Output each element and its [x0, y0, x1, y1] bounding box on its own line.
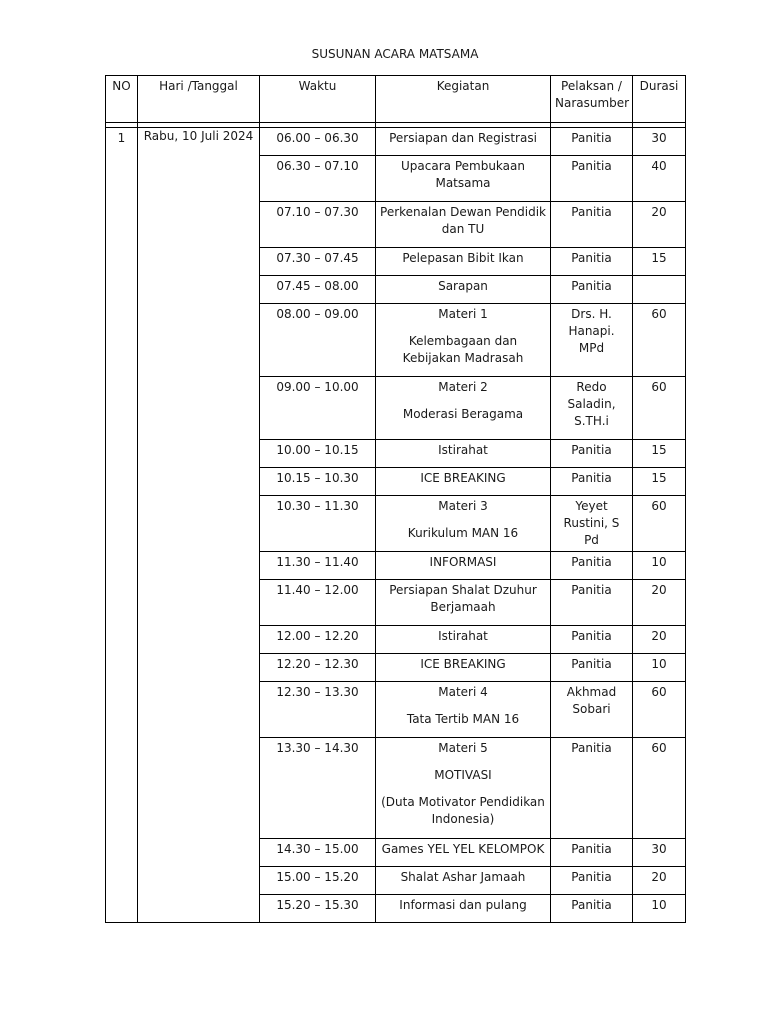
speaker-cell: Panitia — [551, 440, 633, 468]
time-cell: 11.30 – 11.40 — [260, 552, 376, 580]
time-cell: 08.00 – 09.00 — [260, 304, 376, 377]
speaker-cell: Panitia — [551, 867, 633, 895]
speaker-cell: Panitia — [551, 248, 633, 276]
speaker-cell: Panitia — [551, 580, 633, 626]
activity-cell — [376, 496, 551, 552]
time-cell: 12.20 – 12.30 — [260, 654, 376, 682]
activity-text: ICE BREAKING — [420, 471, 506, 485]
time-cell: 10.15 – 10.30 — [260, 468, 376, 496]
speaker-cell: Panitia — [551, 468, 633, 496]
time-cell: 12.00 – 12.20 — [260, 626, 376, 654]
header-duration: Durasi — [633, 76, 686, 123]
activity-text: Materi 3 — [438, 499, 488, 513]
speaker-cell: Yeyet Rustini, S Pd — [551, 496, 633, 552]
activity-cell — [376, 626, 551, 654]
activity-cell — [376, 377, 551, 440]
table-row — [106, 128, 686, 156]
duration-cell: 20 — [633, 867, 686, 895]
duration-cell: 10 — [633, 895, 686, 923]
duration-cell: 30 — [633, 839, 686, 867]
activity-cell — [376, 867, 551, 895]
speaker-cell: Panitia — [551, 839, 633, 867]
speaker-cell: Redo Saladin, S.TH.i — [551, 377, 633, 440]
activity-text: Materi 1 — [438, 307, 488, 321]
time-cell: 10.30 – 11.30 — [260, 496, 376, 552]
activity-text: Pelepasan Bibit Ikan — [402, 251, 524, 265]
time-cell: 14.30 – 15.00 — [260, 839, 376, 867]
speaker-cell: Akhmad Sobari — [551, 682, 633, 738]
time-cell: 06.30 – 07.10 — [260, 156, 376, 202]
activity-text: MOTIVASI — [434, 768, 492, 782]
activity-text: Sarapan — [438, 279, 488, 293]
time-cell: 12.30 – 13.30 — [260, 682, 376, 738]
activity-text: Shalat Ashar Jamaah — [400, 870, 526, 884]
time-cell: 13.30 – 14.30 — [260, 738, 376, 839]
activity-text: Upacara Pembukaan Matsama — [401, 159, 525, 190]
duration-cell: 60 — [633, 377, 686, 440]
header-day: Hari /Tanggal — [138, 76, 260, 123]
activity-text: Kurikulum MAN 16 — [407, 526, 519, 540]
activity-cell — [376, 552, 551, 580]
activity-cell — [376, 440, 551, 468]
schedule-table — [105, 75, 686, 923]
speaker-cell: Panitia — [551, 895, 633, 923]
day-date: Rabu, 10 Juli 2024 — [138, 128, 260, 923]
activity-text: Games YEL YEL KELOMPOK — [381, 842, 545, 856]
activity-text: Istirahat — [438, 629, 488, 643]
activity-cell — [376, 738, 551, 839]
speaker-cell: Panitia — [551, 738, 633, 839]
activity-cell — [376, 580, 551, 626]
activity-cell — [376, 156, 551, 202]
speaker-cell: Panitia — [551, 276, 633, 304]
duration-cell: 20 — [633, 202, 686, 248]
time-cell: 11.40 – 12.00 — [260, 580, 376, 626]
header-row — [106, 76, 686, 123]
activity-text: ICE BREAKING — [420, 657, 506, 671]
time-cell: 10.00 – 10.15 — [260, 440, 376, 468]
time-cell: 15.20 – 15.30 — [260, 895, 376, 923]
speaker-cell: Panitia — [551, 552, 633, 580]
activity-text: Istirahat — [438, 443, 488, 457]
activity-cell — [376, 895, 551, 923]
duration-cell: 20 — [633, 626, 686, 654]
activity-cell — [376, 248, 551, 276]
time-cell: 09.00 – 10.00 — [260, 377, 376, 440]
duration-cell — [633, 276, 686, 304]
activity-cell — [376, 468, 551, 496]
activity-text: (Duta Motivator Pendidikan Indonesia) — [381, 795, 545, 826]
duration-cell: 20 — [633, 580, 686, 626]
activity-text: Materi 2 — [438, 380, 488, 394]
duration-cell: 60 — [633, 304, 686, 377]
activity-text: Materi 4 — [438, 685, 488, 699]
duration-cell: 10 — [633, 552, 686, 580]
activity-text: Informasi dan pulang — [399, 898, 527, 912]
speaker-cell: Panitia — [551, 626, 633, 654]
speaker-cell: Panitia — [551, 202, 633, 248]
activity-cell — [376, 202, 551, 248]
duration-cell: 60 — [633, 738, 686, 839]
time-cell: 15.00 – 15.20 — [260, 867, 376, 895]
activity-text: Tata Tertib MAN 16 — [406, 712, 520, 726]
activity-cell — [376, 839, 551, 867]
header-speaker: Pelaksan / Narasumber — [551, 76, 633, 123]
activity-text: Persiapan dan Registrasi — [389, 131, 537, 145]
header-activity: Kegiatan — [376, 76, 551, 123]
activity-cell — [376, 276, 551, 304]
activity-text: Perkenalan Dewan Pendidik dan TU — [380, 205, 546, 236]
time-cell: 07.45 – 08.00 — [260, 276, 376, 304]
row-number: 1 — [106, 128, 138, 923]
activity-cell — [376, 304, 551, 377]
activity-text: Kelembagaan dan Kebijakan Madrasah — [402, 334, 524, 365]
speaker-cell: Drs. H. Hanapi. MPd — [551, 304, 633, 377]
activity-cell — [376, 654, 551, 682]
header-time: Waktu — [260, 76, 376, 123]
duration-cell: 10 — [633, 654, 686, 682]
activity-text: Materi 5 — [438, 741, 488, 755]
activity-cell — [376, 128, 551, 156]
document-title: SUSUNAN ACARA MATSAMA — [311, 47, 479, 61]
activity-cell — [376, 682, 551, 738]
activity-text: Moderasi Beragama — [402, 407, 524, 421]
speaker-cell: Panitia — [551, 156, 633, 202]
time-cell: 06.00 – 06.30 — [260, 128, 376, 156]
header-no: NO — [106, 76, 138, 123]
duration-cell: 15 — [633, 440, 686, 468]
duration-cell: 60 — [633, 496, 686, 552]
activity-text: Persiapan Shalat Dzuhur Berjamaah — [389, 583, 537, 614]
speaker-cell: Panitia — [551, 654, 633, 682]
time-cell: 07.10 – 07.30 — [260, 202, 376, 248]
duration-cell: 15 — [633, 468, 686, 496]
speaker-cell: Panitia — [551, 128, 633, 156]
duration-cell: 40 — [633, 156, 686, 202]
duration-cell: 15 — [633, 248, 686, 276]
activity-text: INFORMASI — [429, 555, 497, 569]
duration-cell: 30 — [633, 128, 686, 156]
time-cell: 07.30 – 07.45 — [260, 248, 376, 276]
duration-cell: 60 — [633, 682, 686, 738]
